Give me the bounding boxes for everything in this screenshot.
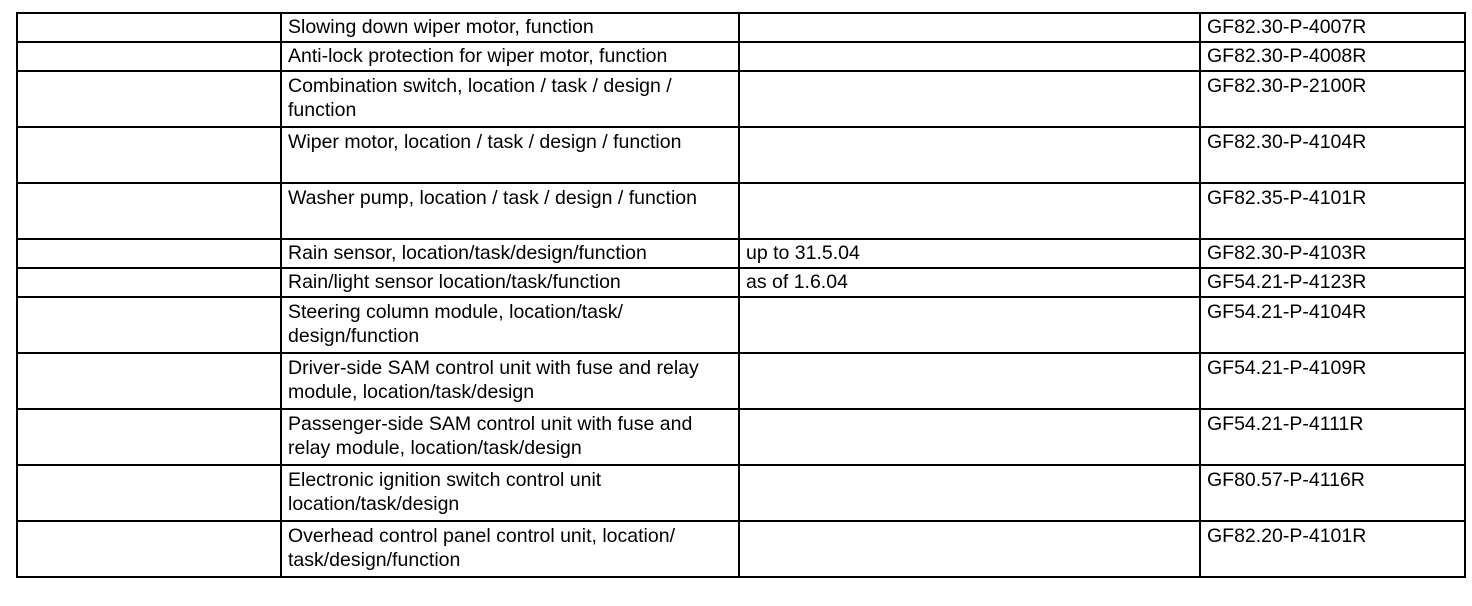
validity-cell — [739, 409, 1200, 465]
description-cell: Steering column module, location/task/ design/function — [281, 297, 739, 353]
validity-cell — [739, 521, 1200, 577]
description-cell: Rain sensor, location/task/design/function — [281, 239, 739, 268]
description-cell: Anti-lock protection for wiper motor, function — [281, 42, 739, 71]
reference-cell: GF82.30-P-4007R — [1200, 13, 1465, 42]
reference-cell: GF54.21-P-4104R — [1200, 297, 1465, 353]
table-row — [17, 42, 1465, 71]
reference-cell: GF54.21-P-4123R — [1200, 268, 1465, 297]
reference-cell: GF82.30-P-4103R — [1200, 239, 1465, 268]
blank-cell — [17, 42, 281, 71]
reference-cell: GF82.30-P-4104R — [1200, 127, 1465, 183]
validity-cell — [739, 183, 1200, 239]
validity-cell: as of 1.6.04 — [739, 268, 1200, 297]
reference-cell: GF82.30-P-4008R — [1200, 42, 1465, 71]
table-row — [17, 297, 1465, 353]
blank-cell — [17, 465, 281, 521]
blank-cell — [17, 521, 281, 577]
reference-cell: GF54.21-P-4109R — [1200, 353, 1465, 409]
table-row — [17, 71, 1465, 127]
table-row — [17, 13, 1465, 42]
description-cell: Rain/light sensor location/task/function — [281, 268, 739, 297]
blank-cell — [17, 409, 281, 465]
reference-cell: GF82.20-P-4101R — [1200, 521, 1465, 577]
description-cell: Electronic ignition switch control unit location/task/design — [281, 465, 739, 521]
table-row — [17, 353, 1465, 409]
validity-cell — [739, 127, 1200, 183]
table-row — [17, 239, 1465, 268]
blank-cell — [17, 268, 281, 297]
validity-cell — [739, 465, 1200, 521]
reference-cell: GF80.57-P-4116R — [1200, 465, 1465, 521]
validity-cell — [739, 297, 1200, 353]
validity-cell — [739, 42, 1200, 71]
description-cell: Driver-side SAM control unit with fuse and relay module, location/task/design — [281, 353, 739, 409]
reference-cell: GF82.30-P-2100R — [1200, 71, 1465, 127]
description-cell: Washer pump, location / task / design / function — [281, 183, 739, 239]
table-row — [17, 268, 1465, 297]
reference-cell: GF82.35-P-4101R — [1200, 183, 1465, 239]
table-row — [17, 409, 1465, 465]
description-cell: Overhead control panel control unit, location/ task/design/function — [281, 521, 739, 577]
blank-cell — [17, 353, 281, 409]
table-row — [17, 127, 1465, 183]
validity-cell — [739, 13, 1200, 42]
blank-cell — [17, 71, 281, 127]
table-row — [17, 521, 1465, 577]
blank-cell — [17, 13, 281, 42]
blank-cell — [17, 297, 281, 353]
reference-cell: GF54.21-P-4111R — [1200, 409, 1465, 465]
blank-cell — [17, 239, 281, 268]
table-row — [17, 183, 1465, 239]
validity-cell — [739, 353, 1200, 409]
description-cell: Passenger-side SAM control unit with fuse and relay module, location/task/design — [281, 409, 739, 465]
reference-table — [16, 12, 1466, 578]
table-row — [17, 465, 1465, 521]
blank-cell — [17, 127, 281, 183]
validity-cell — [739, 71, 1200, 127]
description-cell: Slowing down wiper motor, function — [281, 13, 739, 42]
description-cell: Combination switch, location / task / design / function — [281, 71, 739, 127]
description-cell: Wiper motor, location / task / design / function — [281, 127, 739, 183]
blank-cell — [17, 183, 281, 239]
validity-cell: up to 31.5.04 — [739, 239, 1200, 268]
